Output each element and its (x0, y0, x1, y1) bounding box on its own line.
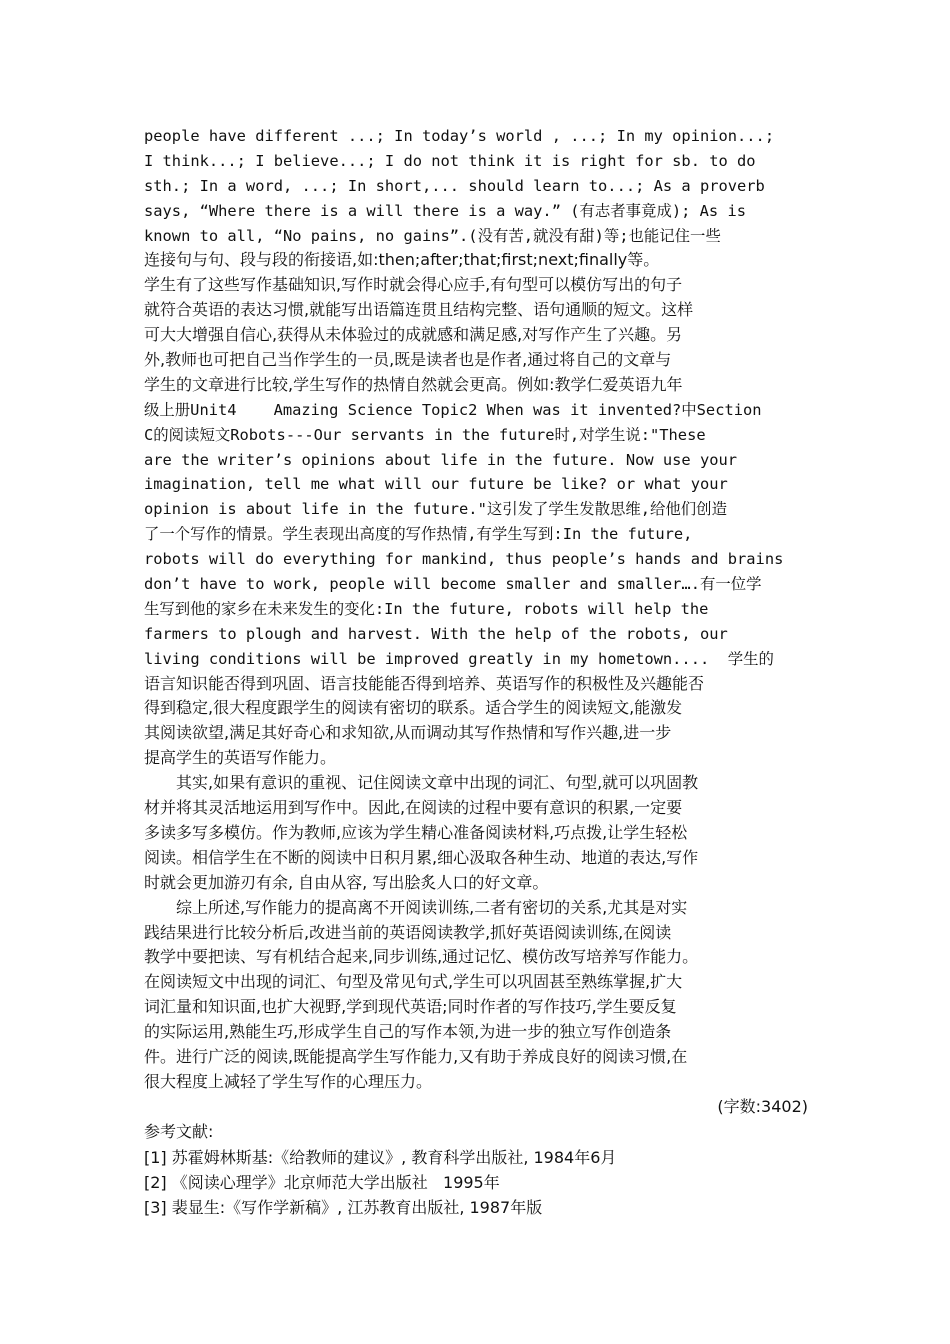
text-line: 可大大增强自信心,获得从未体验过的成就感和满足感,对写作产生了兴趣。另 (144, 325, 683, 345)
text-line: robots will do everything for mankind, thus people’s hands and brains (144, 550, 784, 569)
text-line: 学生的文章进行比较,学生写作的热情自然就会更高。例如:教学仁爱英语九年 (144, 374, 683, 394)
reference-item: [1] 苏霍姆林斯基:《给教师的建议》, 教育科学出版社, 1984年6月 (144, 1147, 617, 1167)
text-line: 材并将其灵活地运用到写作中。因此,在阅读的过程中要有意识的积累,一定要 (144, 798, 683, 818)
text-line: opinion is about life in the future."这引发了学生发散思维,给他们创造 (144, 500, 727, 519)
text-line: 级上册Unit4 Amazing Science Topic2 When was it invented?中Section (144, 400, 762, 419)
references-section (144, 1120, 808, 1220)
text-line: 词汇量和知识面,也扩大视野,学到现代英语;同时作者的写作技巧,学生要反复 (144, 997, 677, 1017)
text-line: 在阅读短文中出现的词汇、句型及常见句式,学生可以巩固甚至熟练掌握,扩大 (144, 972, 683, 992)
word-count: (字数:3402) (717, 1096, 808, 1116)
text-line: 很大程度上减轻了学生写作的心理压力。 (144, 1071, 433, 1091)
text-line: 得到稳定,很大程度跟学生的阅读有密切的联系。适合学生的阅读短文,能激发 (144, 698, 683, 718)
text-line: 就符合英语的表达习惯,就能写出语篇连贯且结构完整、语句通顺的短文。这样 (144, 300, 694, 320)
document-page (144, 124, 808, 1220)
text-line: imagination, tell me what will our future be like? or what your (144, 475, 728, 494)
text-line: 综上所述,写作能力的提高离不开阅读训练,二者有密切的关系,尤其是对实 (176, 897, 688, 917)
text-line: 连接句与句、段与段的衔接语,如:then;after;that;first;next;finally等。 (144, 250, 660, 270)
text-line: 其阅读欲望,满足其好奇心和求知欲,从而调动其写作热情和写作兴趣,进一步 (144, 723, 672, 743)
text-line: don’t have to work, people will become smaller and smaller….有一位学 (144, 575, 762, 594)
text-line: 践结果进行比较分析后,改进当前的英语阅读教学,抓好英语阅读训练,在阅读 (144, 922, 672, 942)
text-line: 语言知识能否得到巩固、语言技能能否得到培养、英语写作的积极性及兴趣能否 (144, 673, 705, 693)
text-line: 多读多写多模仿。作为教师,应该为学生精心准备阅读材料,巧点拨,让学生轻松 (144, 822, 688, 842)
text-line: sth.; In a word, ...; In short,... should learn to...; As a proverb (144, 176, 765, 195)
text-line: 学生有了这些写作基础知识,写作时就会得心应手,有句型可以模仿写出的句子 (144, 275, 683, 295)
text-line: 件。进行广泛的阅读,既能提高学生写作能力,又有助于养成良好的阅读习惯,在 (144, 1046, 688, 1066)
reference-item: [3] 裴显生:《写作学新稿》, 江苏教育出版社, 1987年版 (144, 1197, 543, 1217)
text-line: I think...; I believe...; I do not think it is right for sb. to do (144, 151, 756, 170)
paragraph-conclusion (144, 896, 808, 1095)
paragraph-reading-writing-example (144, 124, 808, 771)
paragraph-accumulation (144, 771, 808, 895)
text-line: people have different ...; In today’s world , ...; In my opinion...; (144, 127, 775, 145)
text-line: C的阅读短文Robots---Our servants in the future时,对学生说:"These (144, 425, 706, 444)
reference-item: [2] 《阅读心理学》北京师范大学出版社 1995年 (144, 1172, 500, 1192)
references-title: 参考文献: (144, 1121, 214, 1141)
text-line: are the writer’s opinions about life in the future. Now use your (144, 450, 738, 469)
text-line: farmers to plough and harvest. With the help of the robots, our (144, 624, 728, 643)
text-line: 提高学生的英语写作能力。 (144, 748, 337, 768)
text-line: known to all, “No pains, no gains”.(没有苦,就没有甜)等;也能记住一些 (144, 226, 721, 245)
text-line: 其实,如果有意识的重视、记住阅读文章中出现的词汇、句型,就可以巩固教 (176, 773, 699, 793)
text-line: 外,教师也可把自己当作学生的一员,既是读者也是作者,通过将自己的文章与 (144, 350, 672, 370)
text-line: 教学中要把读、写有机结合起来,同步训练,通过记忆、模仿改写培养写作能力。 (144, 947, 699, 967)
text-line: living conditions will be improved greatly in my hometown.... 学生的 (144, 649, 774, 668)
text-line: 的实际运用,熟能生巧,形成学生自己的写作本领,为进一步的独立写作创造条 (144, 1022, 672, 1042)
text-line: 阅读。相信学生在不断的阅读中日积月累,细心汲取各种生动、地道的表达,写作 (144, 847, 699, 867)
text-line: 时就会更加游刃有余, 自由从容, 写出脍炙人口的好文章。 (144, 872, 549, 892)
text-line: 了一个写作的情景。学生表现出高度的写作热情,有学生写到:In the future, (144, 525, 693, 544)
text-line: says, “Where there is a will there is a way.” (有志者事竟成); As is (144, 201, 746, 220)
text-line: 生写到他的家乡在未来发生的变化:In the future, robots will help the (144, 599, 709, 618)
